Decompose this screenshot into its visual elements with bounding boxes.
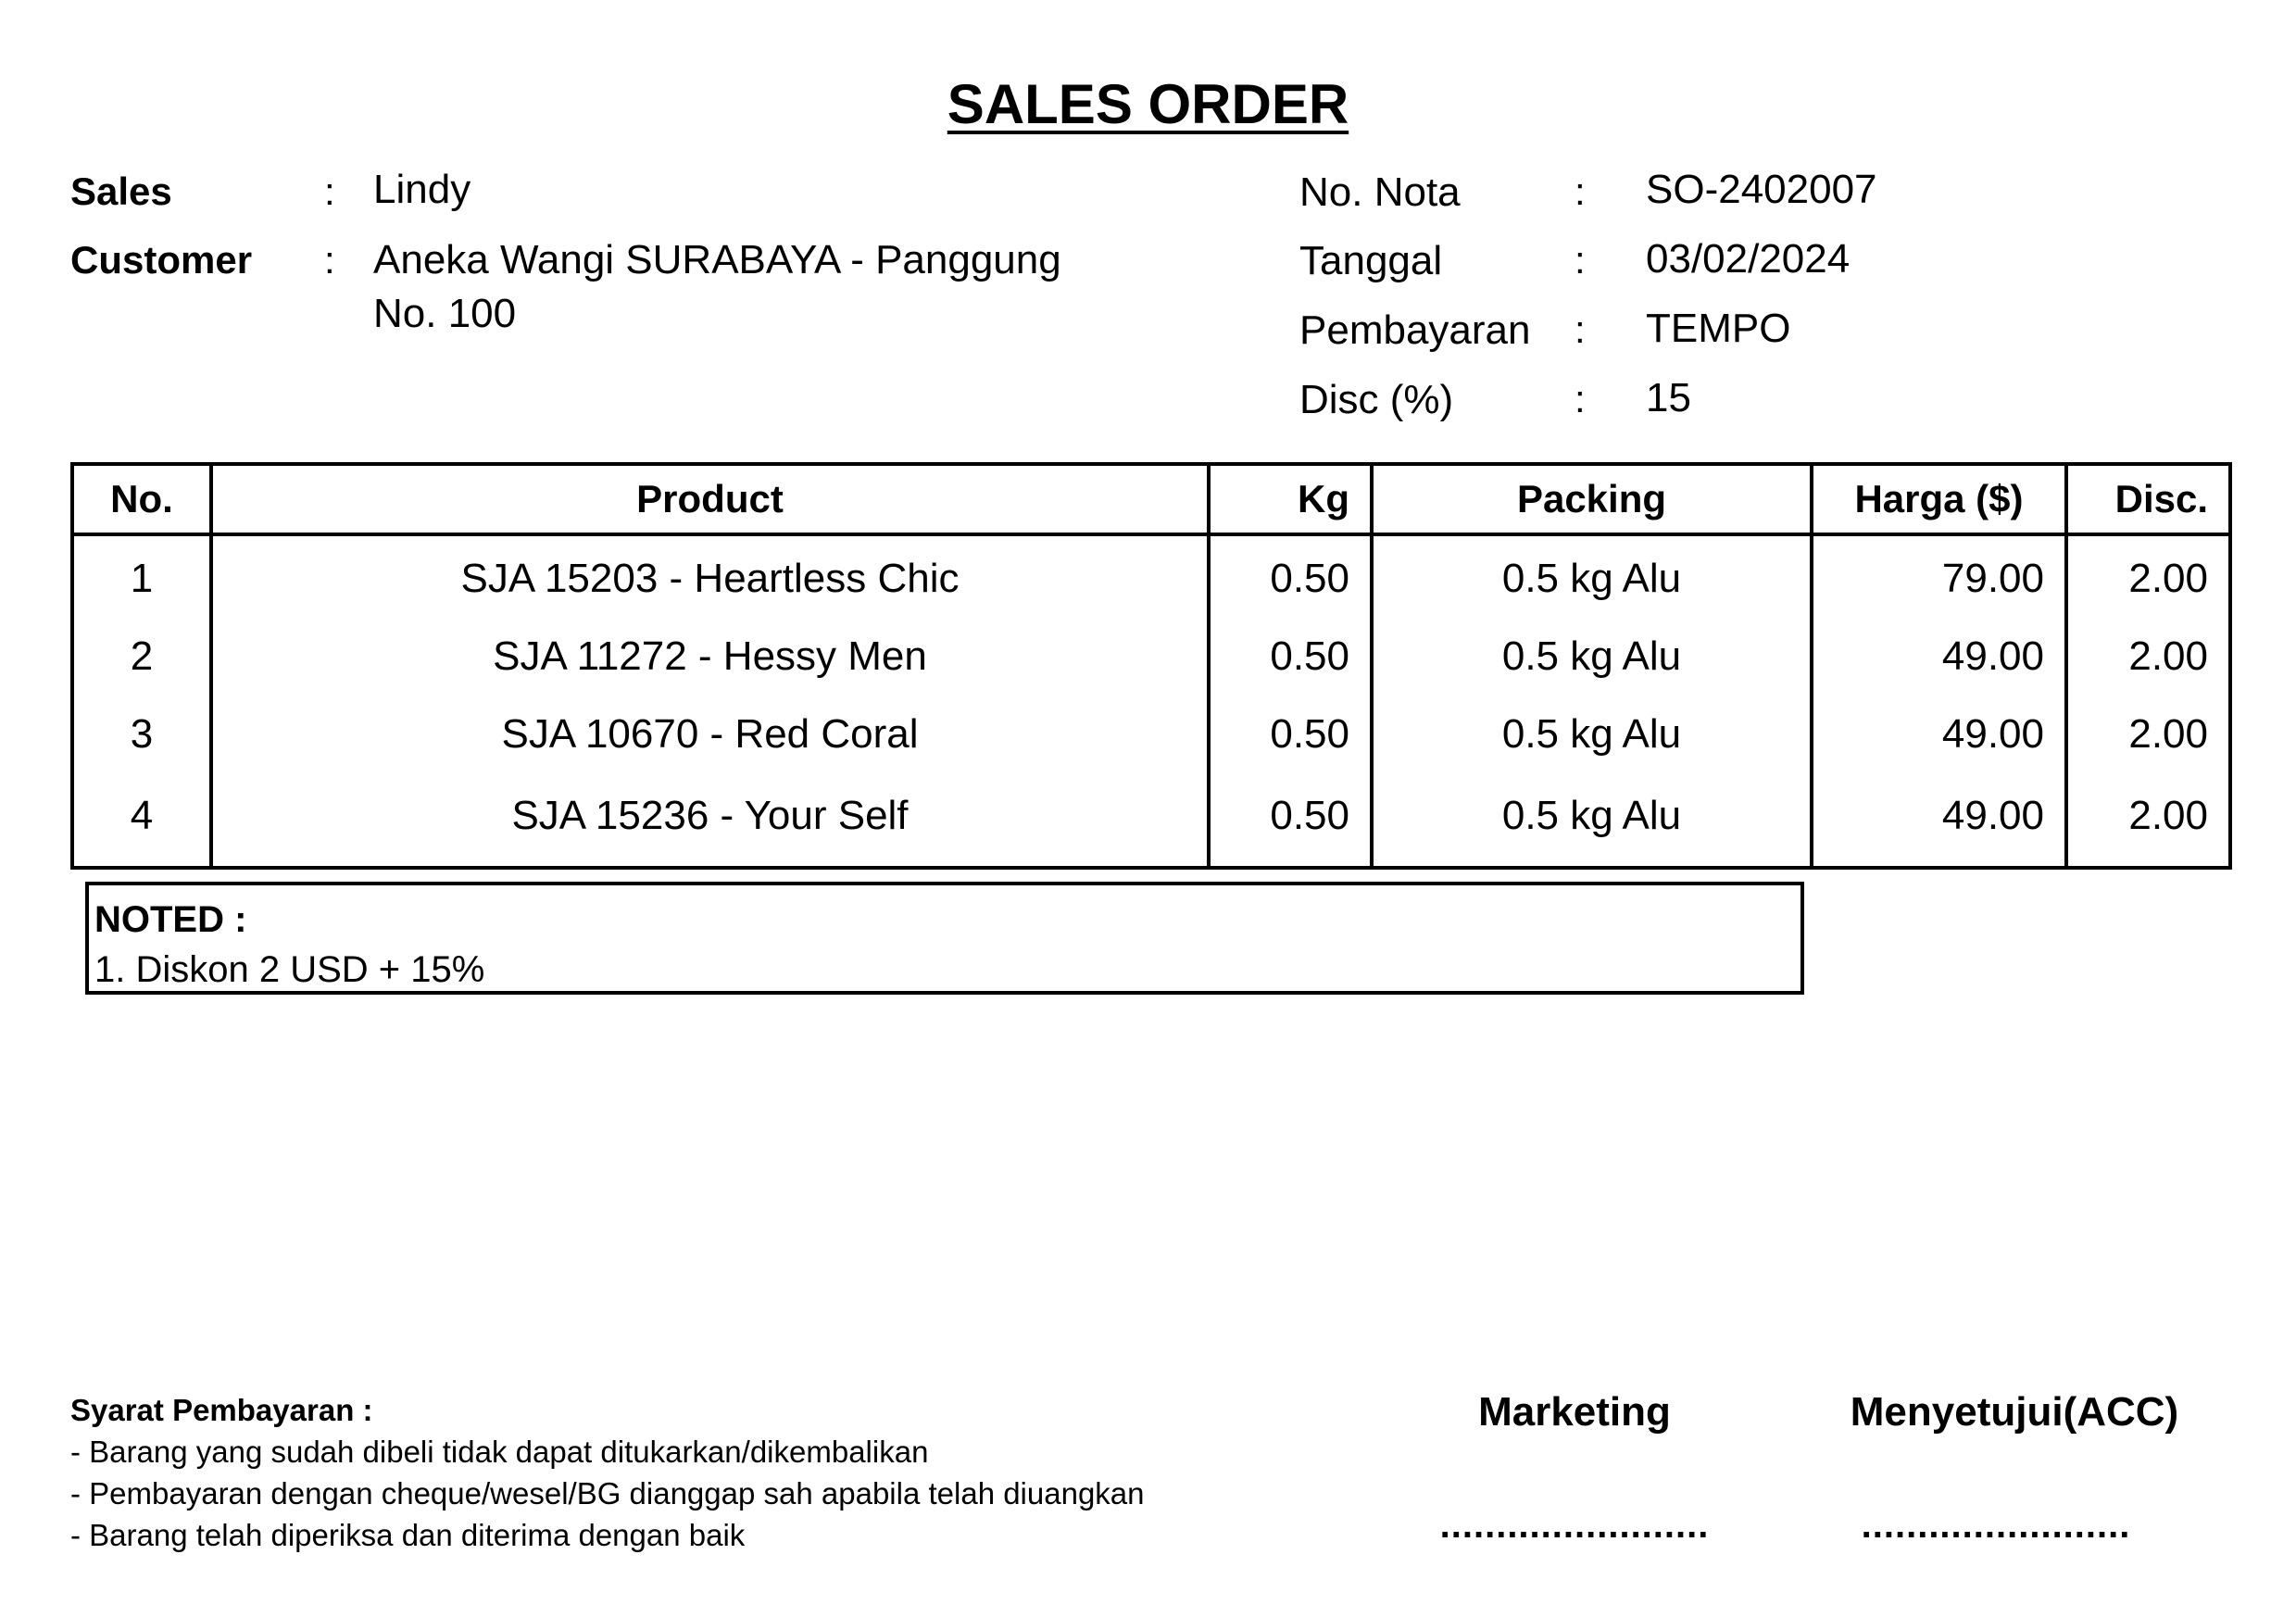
cell-packing: 0.5 kg Alu [1372,618,1812,696]
table-row [72,618,2230,696]
nota-label: No. Nota [1299,169,1461,215]
cell-harga: 79.00 [1812,534,2066,618]
customer-value-line2: No. 100 [373,291,517,336]
terms-line: - Pembayaran dengan cheque/wesel/BG dianggap sah apabila telah diuangkan [70,1476,1145,1510]
cell-disc: 2.00 [2066,773,2230,868]
header-no: No. [72,464,211,534]
nota-separator: : [1575,169,1586,213]
cell-packing: 0.5 kg Alu [1372,534,1812,618]
sales-value: Lindy [373,167,471,212]
cell-kg: 0.50 [1209,618,1372,696]
header-product: Product [211,464,1209,534]
approve-label: Menyetujui(ACC) [1850,1389,2179,1435]
table-row [72,773,2230,868]
customer-separator: : [324,238,335,282]
header-packing: Packing [1372,464,1812,534]
cell-disc: 2.00 [2066,696,2230,773]
cell-harga: 49.00 [1812,773,2066,868]
sales-separator: : [324,169,335,213]
cell-kg: 0.50 [1209,534,1372,618]
header-disc: Disc. [2066,464,2230,534]
cell-harga: 49.00 [1812,696,2066,773]
cell-no: 1 [72,534,211,618]
cell-disc: 2.00 [2066,618,2230,696]
cell-harga: 49.00 [1812,618,2066,696]
document-title: SALES ORDER [947,73,1349,135]
marketing-signature-line: ........................ [1439,1505,1710,1546]
notes-box [85,882,1804,995]
disc-label: Disc (%) [1299,377,1454,422]
cell-kg: 0.50 [1209,773,1372,868]
terms-title: Syarat Pembayaran : [70,1393,373,1427]
marketing-label: Marketing [1478,1389,1671,1435]
table-header-row [72,464,2230,534]
approve-signature-line: ........................ [1861,1505,2131,1546]
pembayaran-value: TEMPO [1646,306,1791,351]
header-harga: Harga ($) [1812,464,2066,534]
pembayaran-label: Pembayaran [1299,307,1531,353]
terms-line: - Barang yang sudah dibeli tidak dapat ditukarkan/dikembalikan [70,1435,929,1469]
cell-product: SJA 11272 - Hessy Men [211,618,1209,696]
cell-product: SJA 10670 - Red Coral [211,696,1209,773]
notes-line: 1. Diskon 2 USD + 15% [94,949,485,990]
cell-packing: 0.5 kg Alu [1372,696,1812,773]
table-row [72,534,2230,618]
header-kg: Kg [1209,464,1372,534]
customer-label: Customer [70,238,253,282]
disc-value: 15 [1646,375,1691,420]
cell-product: SJA 15203 - Heartless Chic [211,534,1209,618]
payment-terms [70,1389,1145,1556]
cell-no: 4 [72,773,211,868]
notes-title: NOTED : [94,899,247,940]
items-table [70,462,2232,870]
tanggal-label: Tanggal [1299,238,1443,283]
table-row [72,696,2230,773]
tanggal-value: 03/02/2024 [1646,236,1851,282]
terms-line: - Barang telah diperiksa dan diterima dengan baik [70,1518,746,1552]
pembayaran-separator: : [1575,307,1586,351]
sales-label: Sales [70,169,172,213]
cell-product: SJA 15236 - Your Self [211,773,1209,868]
cell-packing: 0.5 kg Alu [1372,773,1812,868]
customer-value-line1: Aneka Wangi SURABAYA - Panggung [373,237,1061,282]
cell-kg: 0.50 [1209,696,1372,773]
nota-value: SO-2402007 [1646,167,1877,212]
disc-separator: : [1575,377,1586,420]
tanggal-separator: : [1575,238,1586,282]
cell-disc: 2.00 [2066,534,2230,618]
cell-no: 3 [72,696,211,773]
cell-no: 2 [72,618,211,696]
